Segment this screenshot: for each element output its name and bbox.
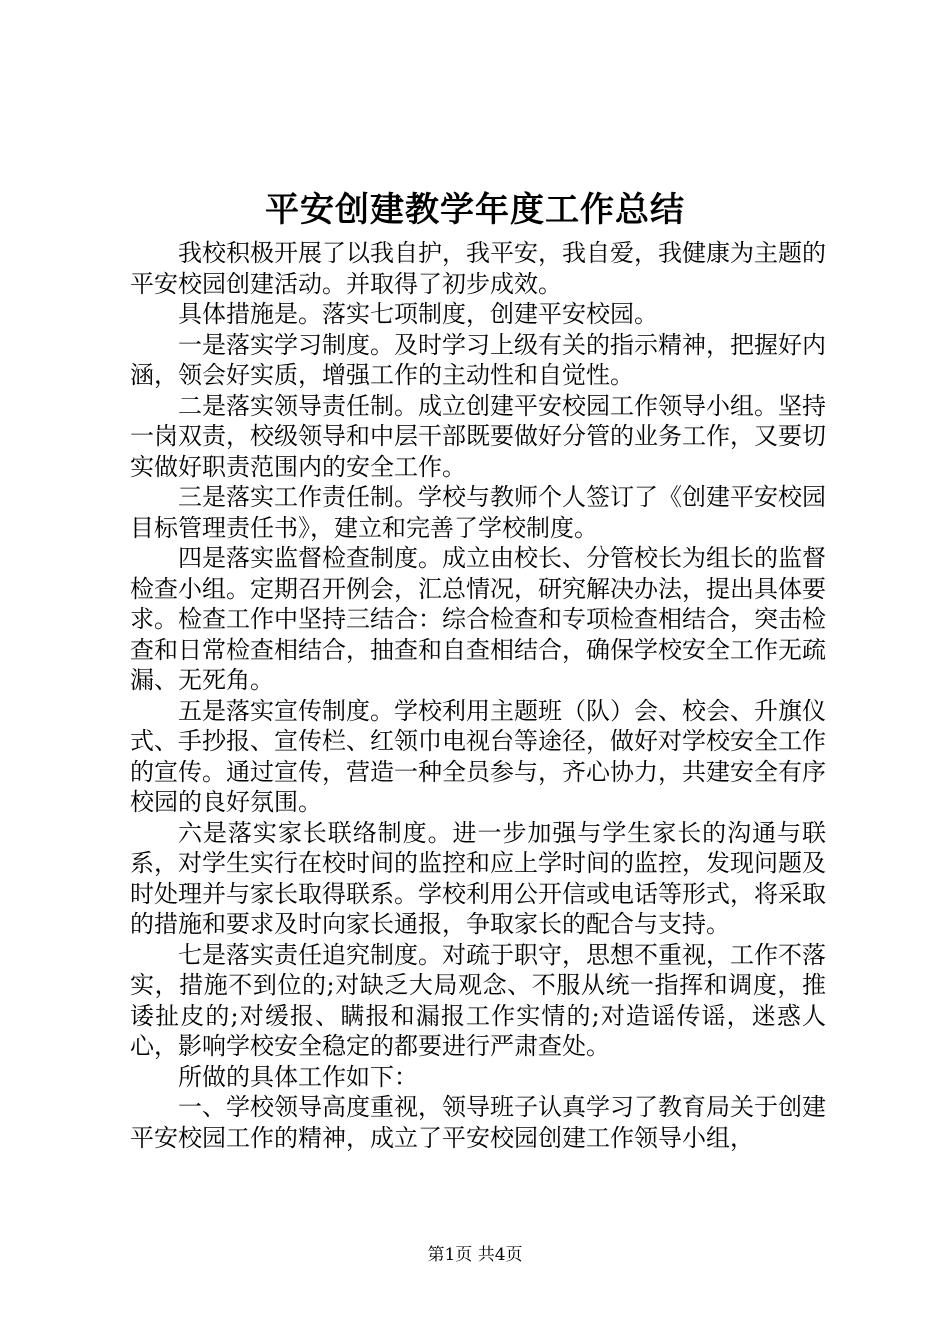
paragraph-item-2: 二是落实领导责任制。成立创建平安校园工作领导小组。坚持一岗双责，校级领导和中层干部既要做好分管的业务工作，又要切实做好职责范围内的安全工作。 xyxy=(130,391,826,481)
paragraph-item-3: 三是落实工作责任制。学校与教师个人签订了《创建平安校园目标管理责任书》，建立和完善了学校制度。 xyxy=(130,483,826,542)
paragraph-item-7: 七是落实责任追究制度。对疏于职守，思想不重视，工作不落实，措施不到位的;对缺乏大局观念、不服从统一指挥和调度，推诿扯皮的;对缓报、瞒报和漏报工作实情的;对造谣传谣，迷惑人心，影响学校安全稳定的都要进行严肃查处。 xyxy=(130,940,826,1060)
paragraph-item-6: 六是落实家长联络制度。进一步加强与学生家长的沟通与联系，对学生实行在校时间的监控和应上学时间的监控，发现问题及时处理并与家长取得联系。学校利用公开信或电话等形式，将采取的措施和要求及时向家长通报，争取家长的配合与支持。 xyxy=(130,818,826,938)
document-body xyxy=(130,238,826,1153)
paragraph-intro: 我校积极开展了以我自护，我平安，我自爱，我健康为主题的平安校园创建活动。并取得了初步成效。 xyxy=(130,239,826,298)
paragraph-item-5: 五是落实宣传制度。学校利用主题班（队）会、校会、升旗仪式、手抄报、宣传栏、红领巾电视台等途径，做好对学校安全工作的宣传。通过宣传，营造一种全员参与，齐心协力，共建安全有序校园的良好氛围。 xyxy=(130,696,826,816)
paragraph-work-intro: 所做的具体工作如下： xyxy=(178,1062,418,1091)
paragraph-measures: 具体措施是。落实七项制度，创建平安校园。 xyxy=(178,300,658,328)
paragraph-work-1: 一、学校领导高度重视，领导班子认真学习了教育局关于创建平安校园工作的精神，成立了平安校园创建工作领导小组， xyxy=(130,1093,826,1152)
paragraph-item-1: 一是落实学习制度。及时学习上级有关的指示精神，把握好内涵，领会好实质，增强工作的主动性和自觉性。 xyxy=(130,330,826,389)
paragraph-item-4: 四是落实监督检查制度。成立由校长、分管校长为组长的监督检查小组。定期召开例会，汇总情况，研究解决办法，提出具体要求。检查工作中坚持三结合：综合检查和专项检查相结合，突击检查和日常检查相结合，抽查和自查相结合，确保学校安全工作无疏漏、无死角。 xyxy=(130,544,826,694)
page-number-footer: 第1页 共4页 xyxy=(427,1245,523,1265)
document-title: 平安创建教学年度工作总结 xyxy=(265,190,685,230)
